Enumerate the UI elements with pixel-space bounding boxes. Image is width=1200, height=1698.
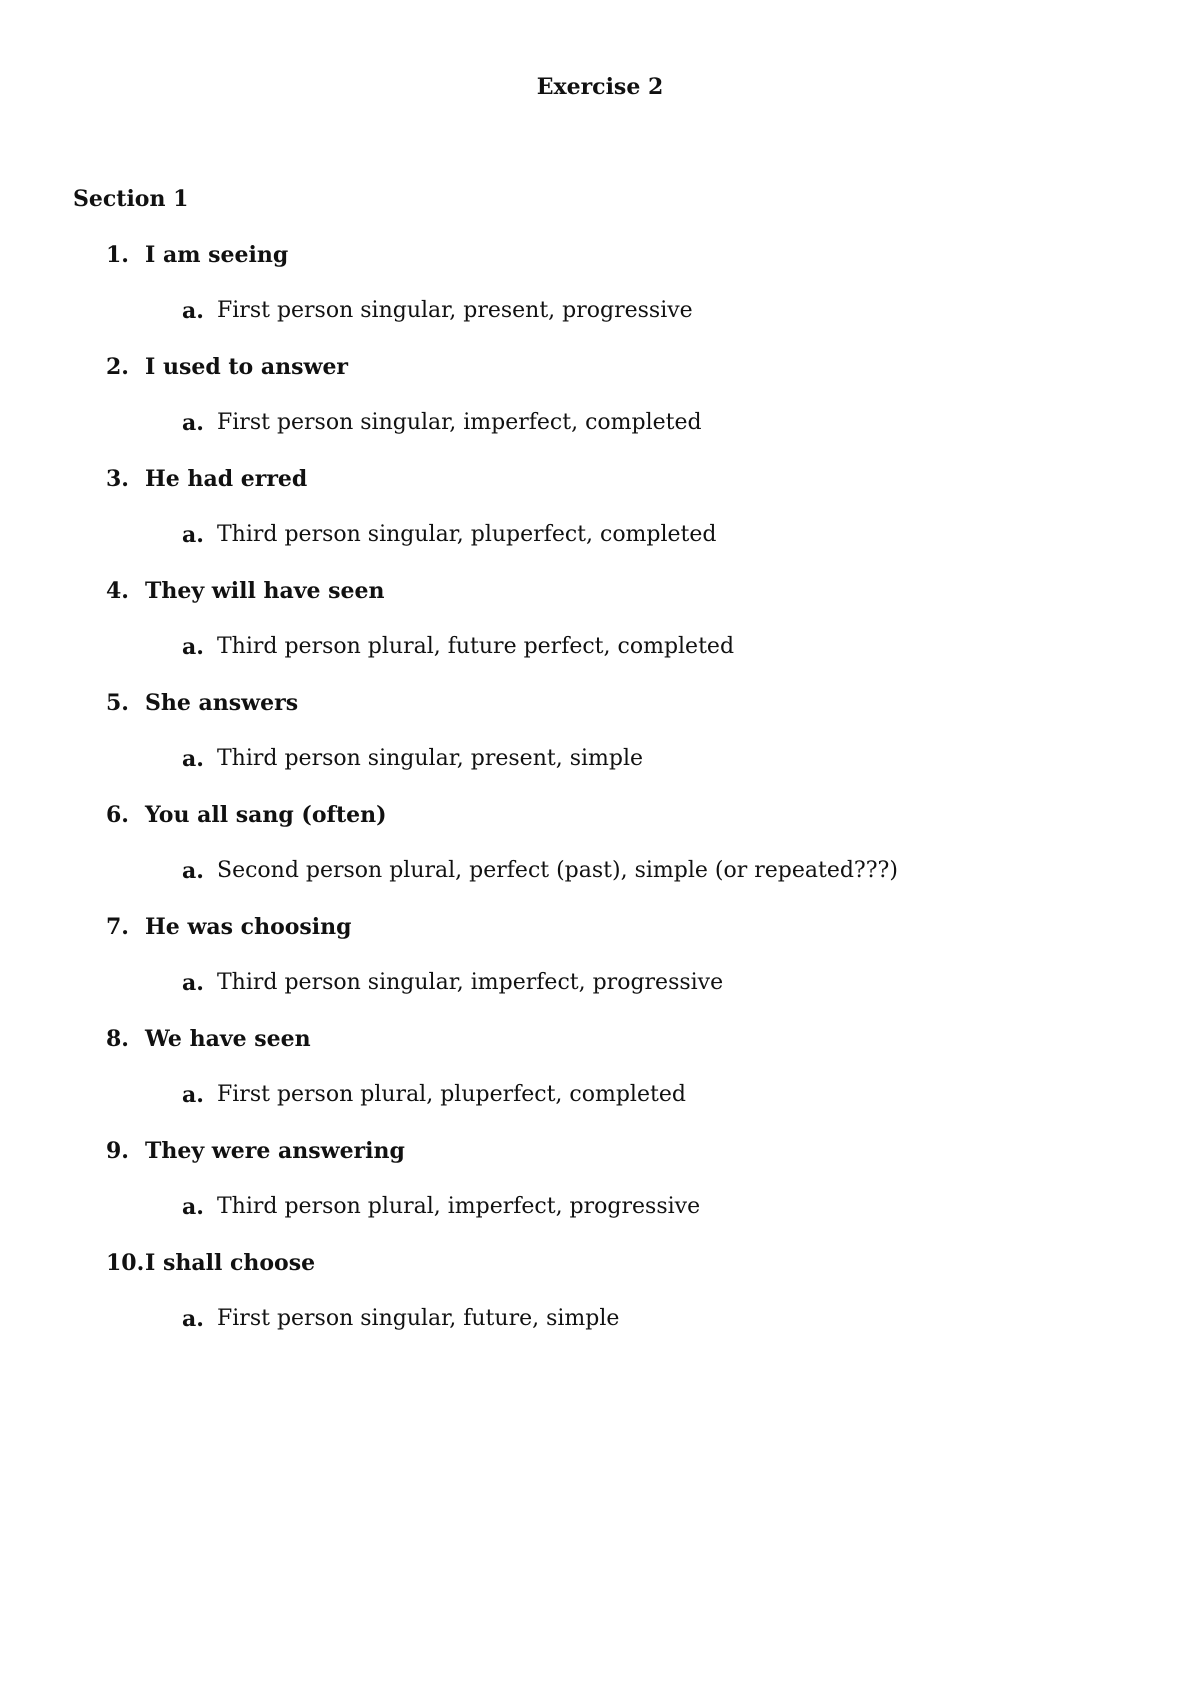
question-text: They will have seen [145,578,385,604]
answer-letter: a. [182,298,204,324]
list-item [0,1136,1200,1248]
question-number: 3. [106,466,129,492]
answer-text: Third person plural, future perfect, completed [217,634,735,659]
answer-text: First person plural, pluperfect, completed [217,1082,686,1107]
question-number: 5. [106,690,129,716]
question-text: I used to answer [145,354,349,380]
question-number: 10. [106,1250,145,1276]
question-number: 1. [106,242,129,268]
answer-letter: a. [182,634,204,660]
list-item [0,352,1200,464]
question-number: 8. [106,1026,129,1052]
question-number: 7. [106,914,129,940]
question-text: He was choosing [145,914,352,940]
answer-text: First person singular, present, progressive [217,298,693,323]
answer-text: First person singular, imperfect, completed [217,410,702,435]
list-item [0,576,1200,688]
list-item [0,464,1200,576]
answer-letter: a. [182,522,204,548]
answer-letter: a. [182,970,204,996]
question-text: I am seeing [145,242,289,268]
question-text: They were answering [145,1138,405,1164]
question-text: We have seen [145,1026,311,1052]
answer-text: Second person plural, perfect (past), simple (or repeated???) [217,858,898,883]
page-title: Exercise 2 [536,74,664,100]
question-text: You all sang (often) [145,802,387,828]
answer-letter: a. [182,746,204,772]
answer-text: First person singular, future, simple [217,1306,620,1331]
list-item [0,1248,1200,1360]
answer-letter: a. [182,1306,204,1332]
question-number: 9. [106,1138,129,1164]
question-number: 2. [106,354,129,380]
question-text: He had erred [145,466,308,492]
question-number: 6. [106,802,129,828]
list-item [0,240,1200,352]
answer-text: Third person singular, pluperfect, completed [217,522,717,547]
answer-letter: a. [182,1194,204,1220]
question-number: 4. [106,578,129,604]
list-item [0,800,1200,912]
question-list [0,240,1200,1360]
section-heading: Section 1 [73,186,189,212]
list-item [0,688,1200,800]
answer-letter: a. [182,858,204,884]
answer-letter: a. [182,410,204,436]
list-item [0,912,1200,1024]
question-text: I shall choose [145,1250,316,1276]
answer-text: Third person plural, imperfect, progressive [217,1194,701,1219]
answer-text: Third person singular, present, simple [217,746,644,771]
answer-text: Third person singular, imperfect, progressive [217,970,724,995]
answer-letter: a. [182,1082,204,1108]
list-item [0,1024,1200,1136]
question-text: She answers [145,690,299,716]
